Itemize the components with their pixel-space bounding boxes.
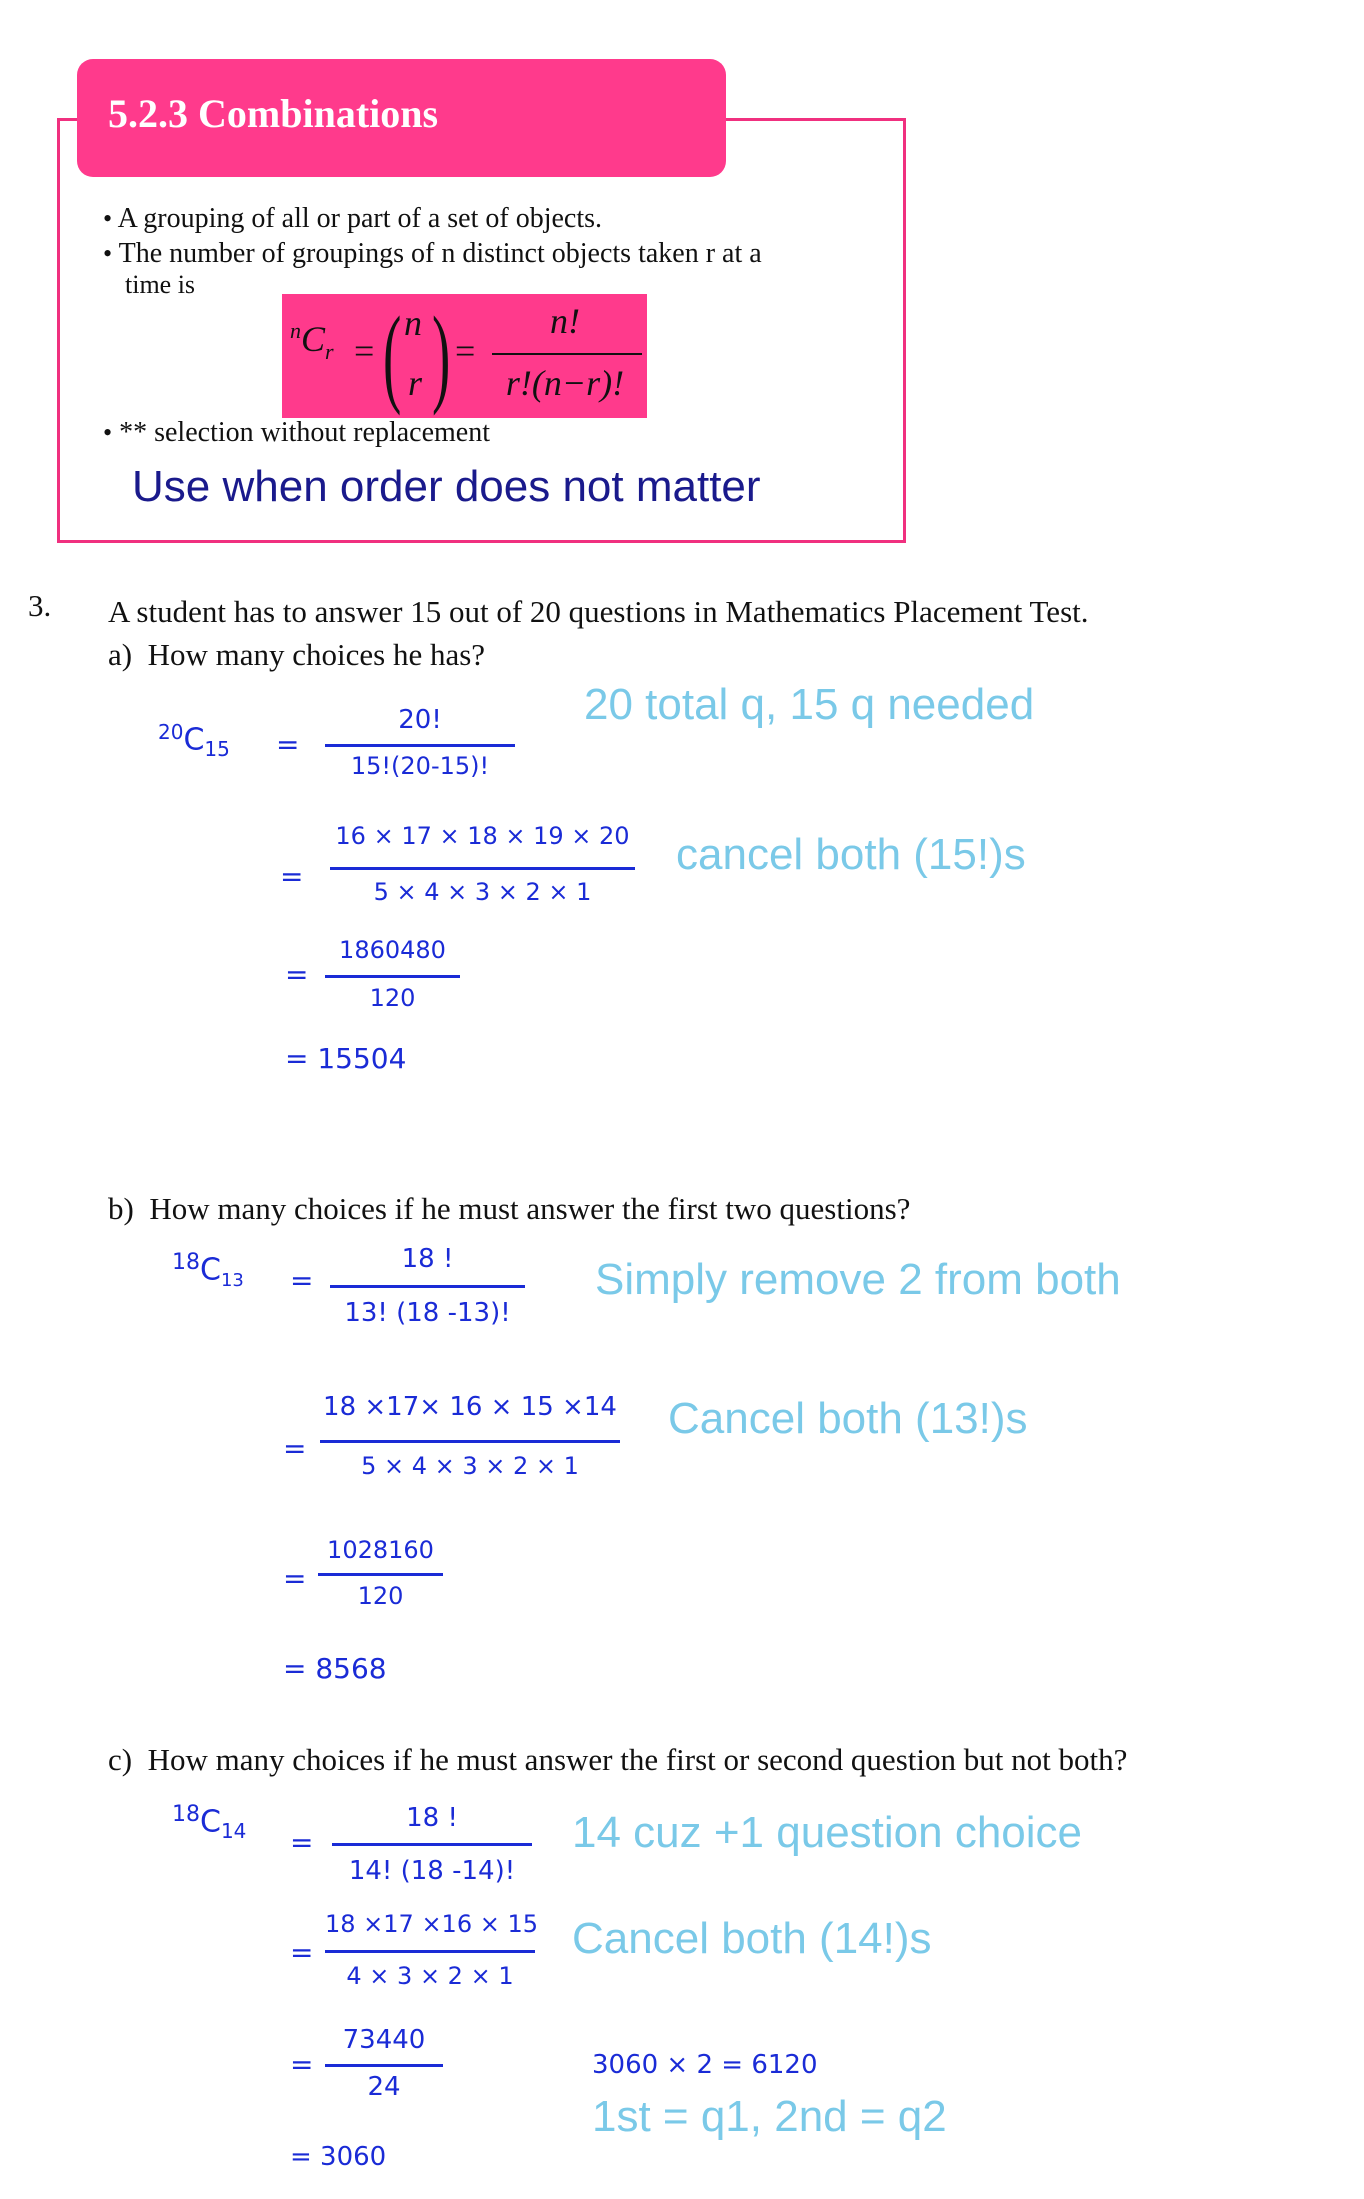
binom-left-paren: ( <box>383 294 402 416</box>
formula-lhs: $^nC_r$ <box>290 318 334 365</box>
part-c-note3: 1st = q1, 2nd = q2 <box>592 2092 947 2141</box>
part-a-step3-line <box>325 975 460 978</box>
order-note: Use when order does not matter <box>132 462 761 511</box>
equals-2: = <box>455 331 476 371</box>
part-b-step1-line <box>330 1285 525 1288</box>
part-b-step2-num: 18 ×17× 16 × 15 ×14 <box>323 1392 617 1422</box>
part-a-step1-den: 15!(20-15)! <box>350 752 490 780</box>
part-a-note2: cancel both (15!)s <box>676 830 1026 879</box>
part-c-eq1: = <box>290 1826 314 1859</box>
binom-right-paren: ) <box>432 294 451 416</box>
part-b-step3-line <box>318 1573 443 1576</box>
part-b-eq3: = <box>283 1562 307 1595</box>
part-a-question: a) How many choices he has? <box>108 637 486 672</box>
part-c-eq3: = <box>290 2048 314 2081</box>
bullet-2-cont: time is <box>125 270 196 299</box>
bullet-2: • The number of groupings of n distinct objects taken r at a <box>103 238 762 269</box>
part-a-result: = 15504 <box>285 1042 407 1075</box>
part-a-step2-num: 16 × 17 × 18 × 19 × 20 <box>335 822 630 850</box>
bullet-3: • ** selection without replacement <box>103 417 490 448</box>
part-b-result: = 8568 <box>283 1652 387 1685</box>
part-c-step1-num: 18 ! <box>406 1803 458 1833</box>
part-a-note1: 20 total q, 15 q needed <box>584 680 1035 729</box>
formula-fraction-line <box>492 353 642 355</box>
problem-statement: A student has to answer 15 out of 20 questions in Mathematics Placement Test. <box>108 594 1089 629</box>
bullet-1: • A grouping of all or part of a set of objects. <box>103 203 603 234</box>
part-c-step1-line <box>332 1843 532 1846</box>
part-b-note2: Cancel both (13!)s <box>668 1394 1028 1443</box>
part-c-question: c) How many choices if he must answer the first or second question but not both? <box>108 1742 1128 1777</box>
part-b-eq1: = <box>290 1264 314 1297</box>
part-a-step1-num: 20! <box>398 705 442 735</box>
part-b-step3-num: 1028160 <box>327 1536 434 1564</box>
part-a-eq1: = <box>276 728 300 761</box>
part-b-eq2: = <box>283 1432 307 1465</box>
part-b-note1: Simply remove 2 from both <box>595 1255 1121 1304</box>
part-a-step1-line <box>325 744 515 747</box>
part-c-note1: 14 cuz +1 question choice <box>572 1808 1083 1857</box>
part-a-lhs: $^{20}C_{15}$ <box>158 720 230 761</box>
part-b-lhs: $^{18}C_{13}$ <box>172 1250 244 1291</box>
part-b-step1-num: 18 ! <box>401 1244 454 1274</box>
part-b-step2-line <box>320 1440 620 1443</box>
problem-number: 3. <box>28 588 52 623</box>
part-c-lhs: $^{18}C_{14}$ <box>172 1802 247 1843</box>
part-b-step3-den: 120 <box>357 1582 404 1610</box>
part-a-eq3: = <box>285 958 309 991</box>
formula-denominator: r!(n−r)! <box>505 363 625 403</box>
part-c-step2-num: 18 ×17 ×16 × 15 <box>325 1910 538 1938</box>
part-c-eq2: = <box>290 1936 314 1969</box>
part-c-note2: Cancel both (14!)s <box>572 1914 932 1963</box>
part-c-result: = 3060 <box>290 2142 387 2172</box>
part-a-eq2: = <box>280 860 304 893</box>
part-a-step2-line <box>330 867 635 870</box>
binom-bottom: r <box>408 363 423 403</box>
formula-numerator: n! <box>550 301 580 341</box>
binom-top: n <box>404 303 422 343</box>
part-a-step3-num: 1860480 <box>339 936 446 964</box>
section-title: 5.2.3 Combinations <box>108 91 439 136</box>
part-a-step2-den: 5 × 4 × 3 × 2 × 1 <box>373 878 592 906</box>
part-c-step3-num: 73440 <box>342 2025 426 2055</box>
part-c-step3-line <box>325 2064 443 2067</box>
part-c-step2-line <box>325 1950 535 1953</box>
part-b-step2-den: 5 × 4 × 3 × 2 × 1 <box>361 1452 579 1480</box>
part-c-step3-den: 24 <box>367 2072 401 2102</box>
part-c-side-calc: 3060 × 2 = 6120 <box>592 2050 818 2080</box>
part-a-step3-den: 120 <box>369 984 416 1012</box>
part-b-step1-den: 13! (18 -13)! <box>344 1298 511 1328</box>
equals-1: = <box>354 331 375 371</box>
part-b-question: b) How many choices if he must answer the first two questions? <box>108 1191 911 1226</box>
part-c-step1-den: 14! (18 -14)! <box>348 1856 516 1886</box>
part-c-step2-den: 4 × 3 × 2 × 1 <box>346 1962 514 1990</box>
